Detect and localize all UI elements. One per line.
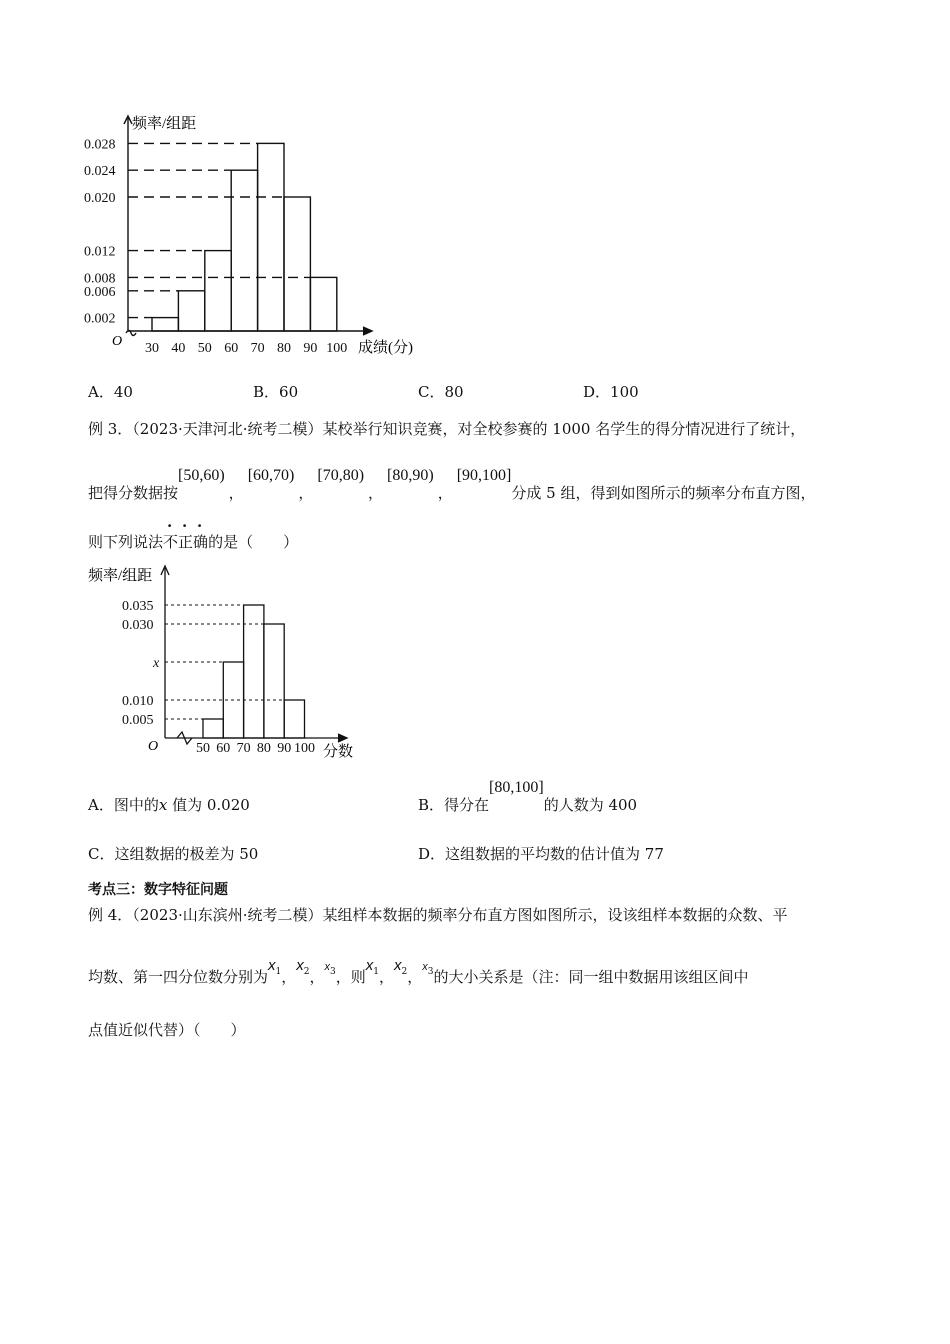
chart2-xlabel: 分数 [323,744,354,760]
ex3-line1: 例 3．（2023·天津河北·统考二模）某校举行知识竞赛，对全校参赛的 1000 名学生的得分情况进行了统计， [88,420,806,438]
ex3-line2 [88,464,816,502]
var-x: x [324,961,331,973]
ex4-sep-4: ， [407,968,423,986]
chart1-y-tick: 0.012 [84,244,116,260]
ex4-line3: 点值近似代替）（ ） [88,1021,246,1039]
chart2-bar [264,624,284,738]
option-a: A．40 [88,383,133,401]
chart1-origin: O [112,334,123,349]
ex4-sep-3: ， [379,968,395,986]
chart1-x-tick: 50 [197,341,212,356]
ex3-option-c: C．这组数据的极差为 50 [88,845,259,863]
chart1-y-tick: 0.024 [84,164,116,180]
sub-1: 1 [373,967,379,977]
sub-1: 1 [275,967,282,977]
chart1-y-tick: 0.020 [84,191,116,206]
chart2-x-tick: 90 [277,741,292,756]
chart1-y-tick: 0.002 [84,311,116,327]
ex3-option-b-post: 的人数为 400 [543,796,638,814]
var-x: x [296,957,304,974]
chart2-y-tick: 0.035 [122,599,154,614]
emph-char-1: 不 [163,533,179,551]
chart2-x-tick: 70 [236,741,251,756]
chart2-y-tick: 0.005 [122,713,154,728]
chart2-x-arrow [338,734,347,742]
ex3-option-b [418,776,638,814]
interval-5: [90,100] [456,467,512,484]
chart1-x-tick: 70 [250,341,265,356]
ex3-option-b-interval: [80,100] [489,779,544,796]
section-heading: 考点三：数字特征问题 [88,882,228,898]
emph-char-2: 正 [178,533,194,551]
chart2-x-tick: 60 [216,741,231,756]
ex4-line1: 例 4．（2023·山东滨州·统考二模）某组样本数据的频率分布直方图如图所示，设该组样本数据的众数、平 [88,906,788,924]
ex4-line2-post: 的大小关系是（注：同一组中数据用该组区间中 [433,968,749,986]
chart1-bar [231,170,257,331]
chart1-bar [310,277,336,331]
chart1-y-tick: 0.008 [84,271,116,287]
option-b: B．60 [253,383,299,401]
sep-4: ， [437,484,453,502]
sep-1: ， [228,484,244,502]
histogram-chart-1 [80,110,440,370]
ex4-line2-mid: ，则 [335,968,366,986]
interval-2: [60,70) [247,467,295,484]
ex3-option-a-post: 值为 0.020 [172,796,250,814]
emph-char-3: 确 [193,533,209,551]
chart2-y-tick: 0.030 [122,618,154,633]
option-c: C．80 [418,383,464,401]
chart1-bar [178,291,204,331]
chart1-x-tick: 60 [224,341,239,356]
var-x: x [422,961,428,973]
chart1-xlabel: 成绩(分) [358,340,413,356]
chart1-bar [152,318,178,331]
ex3-option-a-pre: A．图中的 [88,796,159,814]
ex4-line2 [88,957,749,989]
chart2-origin: O [148,739,159,754]
chart1-x-tick: 100 [326,341,348,356]
sep-2: ， [298,484,314,502]
chart1-y-tick: 0.006 [84,284,116,300]
chart2-x-tick: 50 [196,741,210,756]
chart1-x-tick: 30 [145,341,159,356]
sub-2: 2 [401,967,408,977]
interval-1: [50,60) [178,467,225,484]
ex4-sep-1: ， [281,968,297,986]
histogram-chart-2 [80,560,380,765]
chart1-y-tick: 0.028 [84,137,116,153]
ex3-line3-post: 的是（ ） [208,533,299,551]
chart2-x-tick: 100 [294,741,315,756]
var-x: x [394,957,402,974]
chart1-x-tick: 90 [303,341,318,356]
chart2-y-tick: x [153,656,160,671]
var-x: x [268,957,276,974]
chart1-x-tick: 40 [171,341,186,356]
ex3-option-a [88,794,250,815]
sub-3: 3 [330,967,336,977]
chart1-bar [205,251,231,331]
chart2-ylabel: 频率/组距 [88,568,153,584]
ex3-option-b-pre: B．得分在 [418,796,490,814]
chart2-bar [203,719,223,738]
interval-3: [70,80) [317,467,365,484]
ex3-line2-post: 分成 5 组，得到如图所示的频率分布直方图， [511,484,816,502]
chart1-bar [258,143,284,331]
var-x: x [365,957,374,974]
sub-3: 3 [427,967,434,977]
chart2-bar [284,700,304,738]
ex3-line3-pre: 则下列说法 [88,533,164,551]
chart1-x-arrow [363,327,372,335]
ex3-option-a-var: x [158,796,168,814]
chart1-bar [284,197,310,331]
sep-3: ， [368,484,384,502]
chart2-bar [244,605,264,738]
ex3-line2-pre: 把得分数据按 [88,484,179,502]
sub-2: 2 [303,967,310,977]
ex3-line3 [88,531,298,552]
ex4-line2-pre: 均数、第一四分位数分别为 [88,968,269,986]
option-d: D．100 [583,383,639,401]
chart2-y-tick: 0.010 [122,694,154,709]
ex4-sep-2: ， [309,968,325,986]
chart2-x-tick: 80 [256,741,271,756]
interval-4: [80,90) [387,467,434,484]
chart1-x-tick: 80 [277,341,291,356]
chart1-ylabel: 频率/组距 [132,116,197,132]
ex3-option-d: D．这组数据的平均数的估计值为 77 [418,845,664,863]
